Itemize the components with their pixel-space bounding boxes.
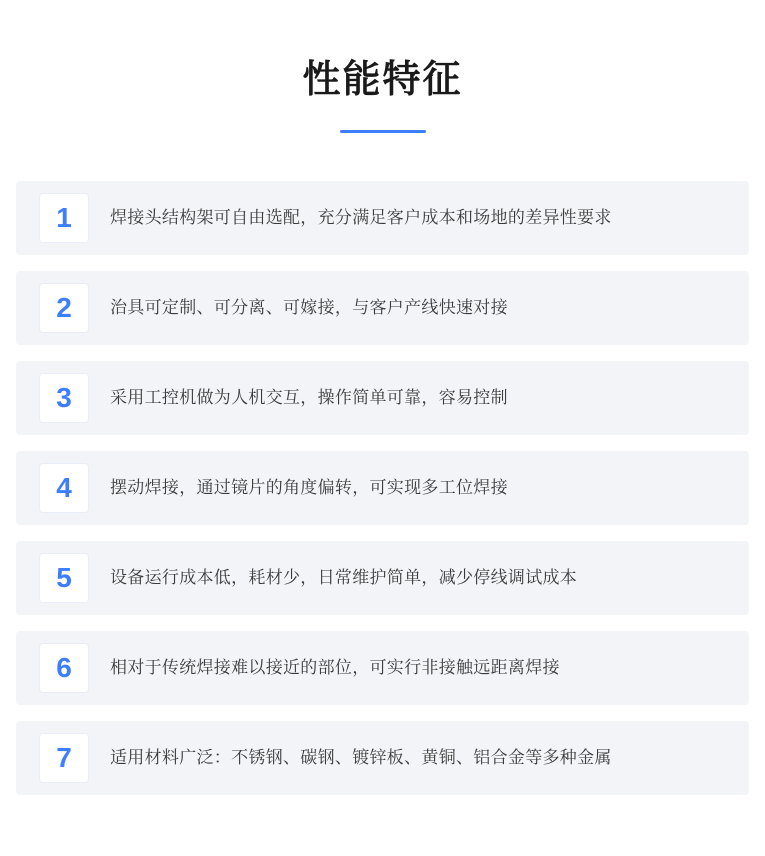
list-item — [16, 721, 749, 795]
list-item — [16, 271, 749, 345]
page-title: 性能特征 — [302, 59, 463, 101]
list-item — [16, 631, 749, 705]
feature-text: 焊接头结构架可自由选配，充分满足客户成本和场地的差异性要求 — [110, 207, 612, 227]
title-underline — [340, 130, 426, 133]
list-item — [16, 451, 749, 525]
feature-text: 相对于传统焊接难以接近的部位，可实行非接触远距离焊接 — [110, 657, 560, 677]
feature-number-badge: 1 — [40, 194, 88, 242]
title-block — [16, 0, 749, 133]
list-item — [16, 181, 749, 255]
feature-text: 适用材料广泛：不锈钢、碳钢、镀锌板、黄铜、铝合金等多种金属 — [110, 747, 612, 767]
feature-number-badge: 5 — [40, 554, 88, 602]
feature-number-badge: 3 — [40, 374, 88, 422]
feature-text: 摆动焊接，通过镜片的角度偏转，可实现多工位焊接 — [110, 477, 508, 497]
feature-number-badge: 7 — [40, 734, 88, 782]
feature-number-badge: 6 — [40, 644, 88, 692]
feature-text: 治具可定制、可分离、可嫁接，与客户产线快速对接 — [110, 297, 508, 317]
feature-list — [16, 181, 749, 795]
feature-text: 设备运行成本低，耗材少，日常维护简单，减少停线调试成本 — [110, 567, 578, 587]
list-item — [16, 361, 749, 435]
list-item — [16, 541, 749, 615]
feature-number-badge: 4 — [40, 464, 88, 512]
feature-text: 采用工控机做为人机交互，操作简单可靠，容易控制 — [110, 387, 508, 407]
feature-number-badge: 2 — [40, 284, 88, 332]
